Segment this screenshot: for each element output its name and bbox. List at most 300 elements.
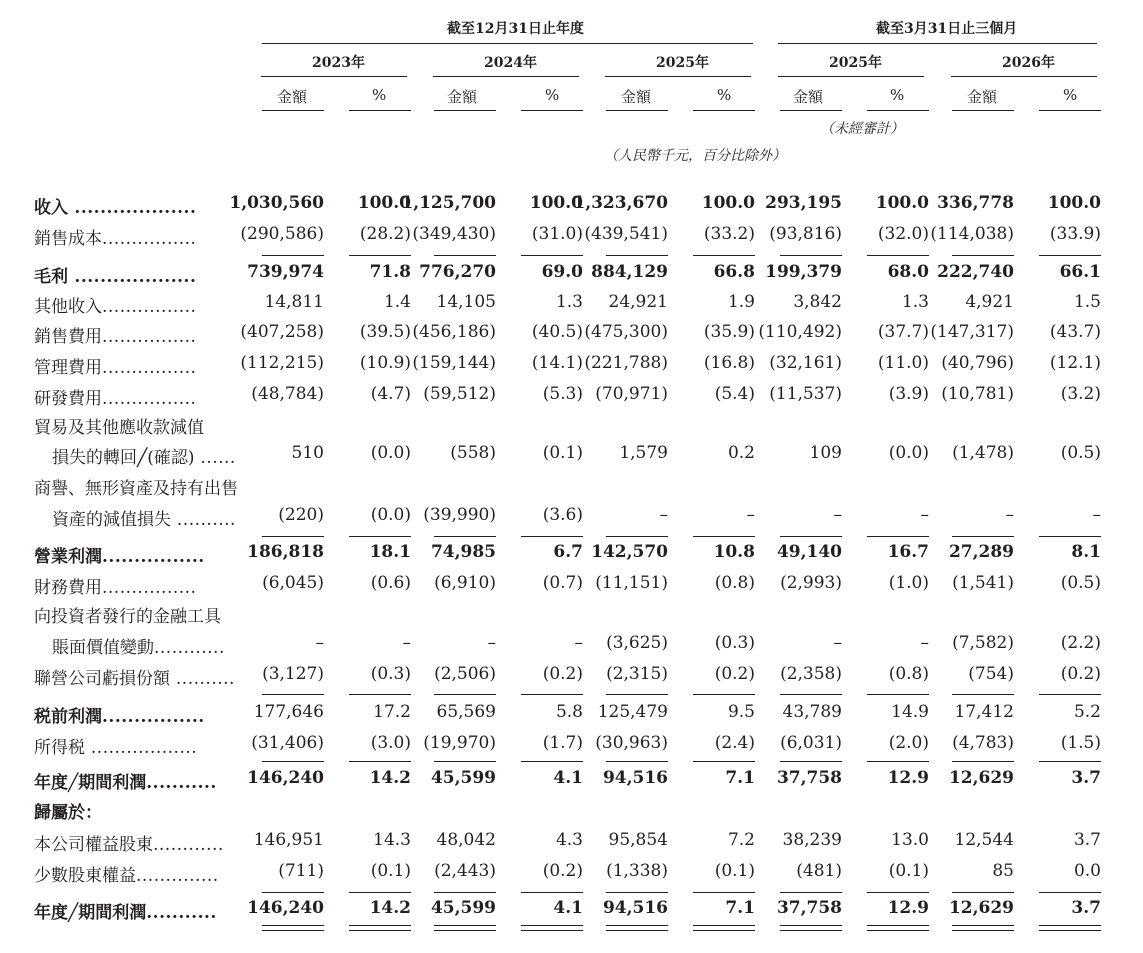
subtotal-rule xyxy=(1039,892,1101,893)
percent-cell: (2.2) xyxy=(1060,633,1101,653)
subtotal-rule xyxy=(434,761,496,762)
amount-cell: (70,971) xyxy=(595,384,668,404)
amount-cell: 1,030,560 xyxy=(229,193,324,213)
total-double-rule xyxy=(1039,930,1101,931)
amount-cell: (39,990) xyxy=(423,505,496,525)
percent-column-header: % xyxy=(1063,86,1078,104)
percent-column-header: % xyxy=(545,86,560,104)
percent-cell: 14.2 xyxy=(369,768,411,788)
percent-cell: (5.4) xyxy=(714,384,755,404)
amount-cell: 4,921 xyxy=(965,292,1014,312)
amount-cell: 739,974 xyxy=(247,262,324,282)
subtotal-rule xyxy=(867,694,929,695)
subtotal-rule xyxy=(867,536,929,537)
row-label xyxy=(34,664,235,689)
subtotal-rule xyxy=(349,694,411,695)
amount-cell: (93,816) xyxy=(769,224,842,244)
total-double-rule xyxy=(434,925,496,926)
amount-cell: 146,951 xyxy=(253,830,324,850)
subtotal-rule xyxy=(606,694,668,695)
amount-cell: (31,406) xyxy=(251,733,324,753)
total-double-rule xyxy=(606,925,668,926)
subtotal-rule xyxy=(867,892,929,893)
subtotal-rule xyxy=(434,694,496,695)
amount-cell: 186,818 xyxy=(247,542,324,562)
amount-cell: (32,161) xyxy=(769,353,842,373)
amount-cell: 3,842 xyxy=(793,292,842,312)
total-double-rule xyxy=(693,925,755,926)
percent-cell: (31.0) xyxy=(531,224,583,244)
percent-cell: (0.5) xyxy=(1060,443,1101,463)
amount-cell: 222,740 xyxy=(937,262,1014,282)
percent-cell: 7.1 xyxy=(725,898,755,918)
amount-cell: – xyxy=(487,633,496,653)
total-double-rule xyxy=(262,930,324,931)
percent-cell: (0.2) xyxy=(714,664,755,684)
amount-cell: (290,586) xyxy=(240,224,324,244)
amount-cell: (59,512) xyxy=(423,384,496,404)
percent-cell: 0.2 xyxy=(727,443,755,463)
amount-cell: (112,215) xyxy=(240,353,324,373)
subtotal-rule xyxy=(349,536,411,537)
year-rule xyxy=(433,76,579,77)
subtotal-rule xyxy=(434,536,496,537)
row-label-text: 銷售成本 xyxy=(34,229,102,249)
row-label xyxy=(34,193,196,218)
percent-cell: – xyxy=(920,633,929,653)
amount-cell: (481) xyxy=(796,861,842,881)
amount-cell: 142,570 xyxy=(591,542,668,562)
row-label-text: 貿易及其他應收款減值 xyxy=(34,418,204,438)
percent-cell: – xyxy=(1092,505,1101,525)
percent-cell: (33.2) xyxy=(703,224,755,244)
amount-cell: 37,758 xyxy=(776,768,842,788)
percent-cell: 1.4 xyxy=(383,292,411,312)
row-label-text: 本公司權益股東 xyxy=(34,835,153,855)
amount-cell: (439,541) xyxy=(584,224,668,244)
amount-column-header: 金額 xyxy=(447,88,478,106)
row-label xyxy=(34,861,219,886)
year-header: 2025年 xyxy=(656,55,709,71)
year-header: 2023年 xyxy=(312,55,365,71)
subtotal-rule xyxy=(780,255,842,256)
subtotal-rule xyxy=(867,761,929,762)
percent-cell: (3.2) xyxy=(1060,384,1101,404)
row-label xyxy=(34,733,197,758)
year-header: 2025年 xyxy=(829,55,882,71)
amount-cell: (6,910) xyxy=(434,573,496,593)
total-double-rule xyxy=(349,930,411,931)
amount-cell: 1,125,700 xyxy=(401,193,496,213)
percent-column-header: % xyxy=(372,86,387,104)
percent-cell: (0.1) xyxy=(542,443,583,463)
amount-cell: 510 xyxy=(291,443,324,463)
row-label-text: 其他收入 xyxy=(34,297,102,317)
amount-cell: (220) xyxy=(278,505,324,525)
subtotal-rule xyxy=(434,892,496,893)
percent-cell: (37.7) xyxy=(877,322,929,342)
subtotal-rule xyxy=(693,694,755,695)
leader-dots: ................ xyxy=(102,229,197,249)
row-label-text: 管理費用 xyxy=(34,358,102,378)
row-label xyxy=(52,633,225,658)
percent-cell: (0.6) xyxy=(370,573,411,593)
quarter-period-header: 截至3月31日止三個月 xyxy=(876,21,1018,37)
leader-dots: .......... xyxy=(170,669,235,689)
subtotal-rule xyxy=(262,694,324,695)
percent-cell: (28.2) xyxy=(359,224,411,244)
percent-cell: (39.5) xyxy=(359,322,411,342)
subtotal-rule xyxy=(1039,761,1101,762)
percent-cell: 5.8 xyxy=(555,702,583,722)
amount-cell: 24,921 xyxy=(608,292,668,312)
percent-cell: 6.7 xyxy=(553,542,583,562)
percent-cell: 69.0 xyxy=(541,262,583,282)
percent-cell: 71.8 xyxy=(369,262,411,282)
amount-cell: 65,569 xyxy=(436,702,496,722)
amount-cell: (2,993) xyxy=(780,573,842,593)
subtotal-rule xyxy=(952,892,1014,893)
percent-cell: 66.1 xyxy=(1059,262,1101,282)
percent-cell: (14.1) xyxy=(531,353,583,373)
amount-header-rule xyxy=(262,110,324,111)
row-label-text: 損失的轉回╱(確認) xyxy=(52,448,195,468)
amount-header-rule xyxy=(434,110,496,111)
subtotal-rule xyxy=(1039,536,1101,537)
amount-column-header: 金額 xyxy=(793,88,824,106)
leader-dots: ................ xyxy=(102,707,205,727)
amount-cell: (110,492) xyxy=(758,322,842,342)
amount-cell: (2,506) xyxy=(434,664,496,684)
percent-cell: 100.0 xyxy=(529,193,583,213)
percent-cell: 4.3 xyxy=(555,830,583,850)
row-label-text: 少數股東權益 xyxy=(34,866,136,886)
row-label xyxy=(52,505,236,530)
total-double-rule xyxy=(606,930,668,931)
row-label-text: 銷售費用 xyxy=(34,327,102,347)
amount-cell: (558) xyxy=(450,443,496,463)
subtotal-rule xyxy=(349,892,411,893)
subtotal-rule xyxy=(1039,255,1101,256)
percent-cell: 3.7 xyxy=(1071,898,1101,918)
amount-header-rule xyxy=(606,110,668,111)
row-label xyxy=(34,353,196,378)
year-header: 2024年 xyxy=(484,55,537,71)
total-double-rule xyxy=(1039,925,1101,926)
percent-cell: (35.9) xyxy=(703,322,755,342)
amount-cell: (6,045) xyxy=(262,573,324,593)
row-label xyxy=(34,224,196,249)
percent-cell: (2.0) xyxy=(888,733,929,753)
amount-cell: – xyxy=(315,633,324,653)
amount-cell: – xyxy=(659,505,668,525)
total-double-rule xyxy=(434,930,496,931)
leader-dots: ............ xyxy=(154,638,225,658)
leader-dots: ................ xyxy=(102,327,197,347)
percent-cell: 17.2 xyxy=(373,702,411,722)
percent-cell: (43.7) xyxy=(1049,322,1101,342)
amount-cell: 45,599 xyxy=(430,898,496,918)
amount-cell: (48,784) xyxy=(251,384,324,404)
percent-cell: 16.7 xyxy=(887,542,929,562)
amount-cell: 49,140 xyxy=(776,542,842,562)
amount-cell: 125,479 xyxy=(597,702,668,722)
percent-cell: (0.7) xyxy=(542,573,583,593)
row-label-text: 所得税 xyxy=(34,738,85,758)
amount-cell: (1,478) xyxy=(952,443,1014,463)
leader-dots: ........... xyxy=(146,903,217,923)
amount-cell: 38,239 xyxy=(782,830,842,850)
percent-cell: 7.2 xyxy=(727,830,755,850)
percent-header-rule xyxy=(693,110,755,111)
percent-cell: (3.0) xyxy=(370,733,411,753)
subtotal-rule xyxy=(780,892,842,893)
percent-cell: (0.0) xyxy=(888,443,929,463)
amount-cell: 177,646 xyxy=(253,702,324,722)
percent-cell: 3.7 xyxy=(1073,830,1101,850)
amount-cell: 776,270 xyxy=(419,262,496,282)
percent-cell: (4.7) xyxy=(370,384,411,404)
total-double-rule xyxy=(780,930,842,931)
annual-group-rule xyxy=(262,43,753,44)
year-header: 2026年 xyxy=(1002,55,1055,71)
amount-cell: (30,963) xyxy=(595,733,668,753)
subtotal-rule xyxy=(349,255,411,256)
amount-cell: 95,854 xyxy=(608,830,668,850)
amount-cell: 43,789 xyxy=(782,702,842,722)
percent-cell: 7.1 xyxy=(725,768,755,788)
percent-cell: 1.3 xyxy=(555,292,583,312)
subtotal-rule xyxy=(952,694,1014,695)
total-double-rule xyxy=(693,930,755,931)
row-label-text: 資產的減值損失 xyxy=(52,510,171,530)
percent-cell: – xyxy=(574,633,583,653)
percent-cell: 3.7 xyxy=(1071,768,1101,788)
percent-cell: 4.1 xyxy=(553,768,583,788)
row-label xyxy=(34,898,217,923)
percent-cell: (3.6) xyxy=(542,505,583,525)
amount-cell: (7,582) xyxy=(952,633,1014,653)
row-label-text: 收入 xyxy=(34,198,68,218)
total-double-rule xyxy=(521,925,583,926)
row-label xyxy=(34,798,102,823)
row-label xyxy=(34,573,196,598)
amount-column-header: 金額 xyxy=(967,88,998,106)
percent-cell: 100.0 xyxy=(357,193,411,213)
leader-dots: .......... xyxy=(171,510,236,530)
leader-dots: ................ xyxy=(102,547,205,567)
amount-cell: 14,105 xyxy=(436,292,496,312)
amount-cell: (2,358) xyxy=(780,664,842,684)
row-label xyxy=(34,768,217,793)
total-double-rule xyxy=(521,930,583,931)
percent-cell: (3.9) xyxy=(888,384,929,404)
total-double-rule xyxy=(867,930,929,931)
percent-cell: (0.5) xyxy=(1060,573,1101,593)
row-label-text: 財務費用 xyxy=(34,578,102,598)
row-label-text: 研發費用 xyxy=(34,389,102,409)
amount-cell: 17,412 xyxy=(954,702,1014,722)
row-label-text: 聯營公司虧損份額 xyxy=(34,669,170,689)
amount-cell: 12,544 xyxy=(954,830,1014,850)
subtotal-rule xyxy=(952,536,1014,537)
total-double-rule xyxy=(780,925,842,926)
leader-dots: ................ xyxy=(102,358,197,378)
amount-cell: (11,151) xyxy=(595,573,668,593)
quarter-group-rule xyxy=(778,43,1097,44)
row-label-text: 年度╱期間利潤 xyxy=(34,773,147,793)
amount-cell: 146,240 xyxy=(247,768,324,788)
percent-cell: 8.1 xyxy=(1071,542,1101,562)
leader-dots: ................... xyxy=(68,267,197,287)
amount-header-rule xyxy=(780,110,842,111)
percent-cell: (12.1) xyxy=(1049,353,1101,373)
percent-cell: (40.5) xyxy=(531,322,583,342)
amount-cell: 14,811 xyxy=(264,292,324,312)
row-label xyxy=(34,702,205,727)
row-label-text: 税前利潤 xyxy=(34,707,102,727)
percent-cell: (10.9) xyxy=(359,353,411,373)
amount-cell: (1,541) xyxy=(952,573,1014,593)
row-label xyxy=(34,322,196,347)
row-label xyxy=(34,384,196,409)
percent-cell: (32.0) xyxy=(877,224,929,244)
percent-cell: – xyxy=(402,633,411,653)
percent-cell: (2.4) xyxy=(714,733,755,753)
percent-cell: (0.2) xyxy=(1060,664,1101,684)
percent-cell: (5.3) xyxy=(542,384,583,404)
year-rule xyxy=(951,76,1097,77)
amount-cell: (10,781) xyxy=(941,384,1014,404)
percent-column-header: % xyxy=(890,86,905,104)
annual-period-header: 截至12月31日止年度 xyxy=(447,21,584,37)
percent-header-rule xyxy=(521,110,583,111)
amount-cell: (3,127) xyxy=(262,664,324,684)
row-label xyxy=(34,262,196,287)
subtotal-rule xyxy=(262,536,324,537)
subtotal-rule xyxy=(262,255,324,256)
amount-cell: 94,516 xyxy=(602,768,668,788)
percent-cell: – xyxy=(920,505,929,525)
row-label xyxy=(34,830,224,855)
row-label xyxy=(34,542,205,567)
subtotal-rule xyxy=(521,761,583,762)
amount-cell: (711) xyxy=(278,861,324,881)
amount-cell: 48,042 xyxy=(436,830,496,850)
leader-dots: .................. xyxy=(85,738,198,758)
percent-cell: – xyxy=(746,505,755,525)
percent-cell: 5.2 xyxy=(1073,702,1101,722)
percent-header-rule xyxy=(1039,110,1101,111)
row-label-text: 賬面價值變動 xyxy=(52,638,154,658)
unit-note: （人民幣千元，百分比除外） xyxy=(604,148,786,164)
percent-cell: 14.3 xyxy=(373,830,411,850)
percent-cell: 1.5 xyxy=(1073,292,1101,312)
amount-cell: 293,195 xyxy=(765,193,842,213)
row-label-text: 歸屬於： xyxy=(34,803,102,823)
row-label xyxy=(34,292,196,317)
percent-cell: (0.1) xyxy=(370,861,411,881)
amount-cell: (407,258) xyxy=(240,322,324,342)
percent-cell: (0.3) xyxy=(370,664,411,684)
amount-cell: (2,443) xyxy=(434,861,496,881)
percent-cell: (33.9) xyxy=(1049,224,1101,244)
amount-cell: (221,788) xyxy=(584,353,668,373)
total-double-rule xyxy=(867,925,929,926)
percent-cell: (1.5) xyxy=(1060,733,1101,753)
amount-cell: (19,970) xyxy=(423,733,496,753)
amount-cell: (40,796) xyxy=(941,353,1014,373)
amount-cell: 12,629 xyxy=(948,898,1014,918)
percent-cell: (0.1) xyxy=(888,861,929,881)
row-label-text: 向投資者發行的金融工具 xyxy=(34,607,221,627)
leader-dots: ................ xyxy=(102,389,197,409)
amount-cell: (475,300) xyxy=(584,322,668,342)
subtotal-rule xyxy=(262,892,324,893)
amount-cell: 37,758 xyxy=(776,898,842,918)
row-label xyxy=(34,602,221,627)
amount-cell: (114,038) xyxy=(930,224,1014,244)
amount-cell: – xyxy=(833,505,842,525)
percent-cell: 14.2 xyxy=(369,898,411,918)
unaudited-note: （未經審計） xyxy=(820,121,904,137)
amount-cell: 85 xyxy=(992,861,1014,881)
percent-header-rule xyxy=(349,110,411,111)
percent-cell: 100.0 xyxy=(875,193,929,213)
subtotal-rule xyxy=(780,694,842,695)
percent-cell: 13.0 xyxy=(891,830,929,850)
row-label-text: 年度╱期間利潤 xyxy=(34,903,147,923)
amount-cell: – xyxy=(1005,505,1014,525)
percent-cell: 12.9 xyxy=(887,898,929,918)
subtotal-rule xyxy=(867,255,929,256)
percent-column-header: % xyxy=(717,86,732,104)
subtotal-rule xyxy=(521,694,583,695)
amount-cell: (6,031) xyxy=(780,733,842,753)
subtotal-rule xyxy=(1039,694,1101,695)
year-rule xyxy=(261,76,407,77)
percent-cell: (1.7) xyxy=(542,733,583,753)
percent-cell: (0.8) xyxy=(714,573,755,593)
subtotal-rule xyxy=(606,761,668,762)
percent-cell: 9.5 xyxy=(727,702,755,722)
row-label-text: 商譽、無形資產及持有出售 xyxy=(34,479,238,499)
leader-dots: ...... xyxy=(194,448,236,468)
row-label xyxy=(52,443,236,468)
subtotal-rule xyxy=(952,761,1014,762)
amount-cell: (754) xyxy=(968,664,1014,684)
total-double-rule xyxy=(262,925,324,926)
percent-cell: (0.1) xyxy=(714,861,755,881)
amount-cell: 27,289 xyxy=(948,542,1014,562)
subtotal-rule xyxy=(606,536,668,537)
amount-column-header: 金額 xyxy=(621,88,652,106)
subtotal-rule xyxy=(521,536,583,537)
percent-cell: 0.0 xyxy=(1073,861,1101,881)
subtotal-rule xyxy=(780,761,842,762)
subtotal-rule xyxy=(521,892,583,893)
subtotal-rule xyxy=(434,255,496,256)
amount-cell: (1,338) xyxy=(606,861,668,881)
subtotal-rule xyxy=(952,255,1014,256)
leader-dots: ........... xyxy=(146,773,217,793)
year-rule xyxy=(605,76,751,77)
amount-cell: 336,778 xyxy=(937,193,1014,213)
amount-cell: 45,599 xyxy=(430,768,496,788)
percent-cell: (11.0) xyxy=(877,353,929,373)
subtotal-rule xyxy=(780,536,842,537)
percent-cell: 12.9 xyxy=(887,768,929,788)
